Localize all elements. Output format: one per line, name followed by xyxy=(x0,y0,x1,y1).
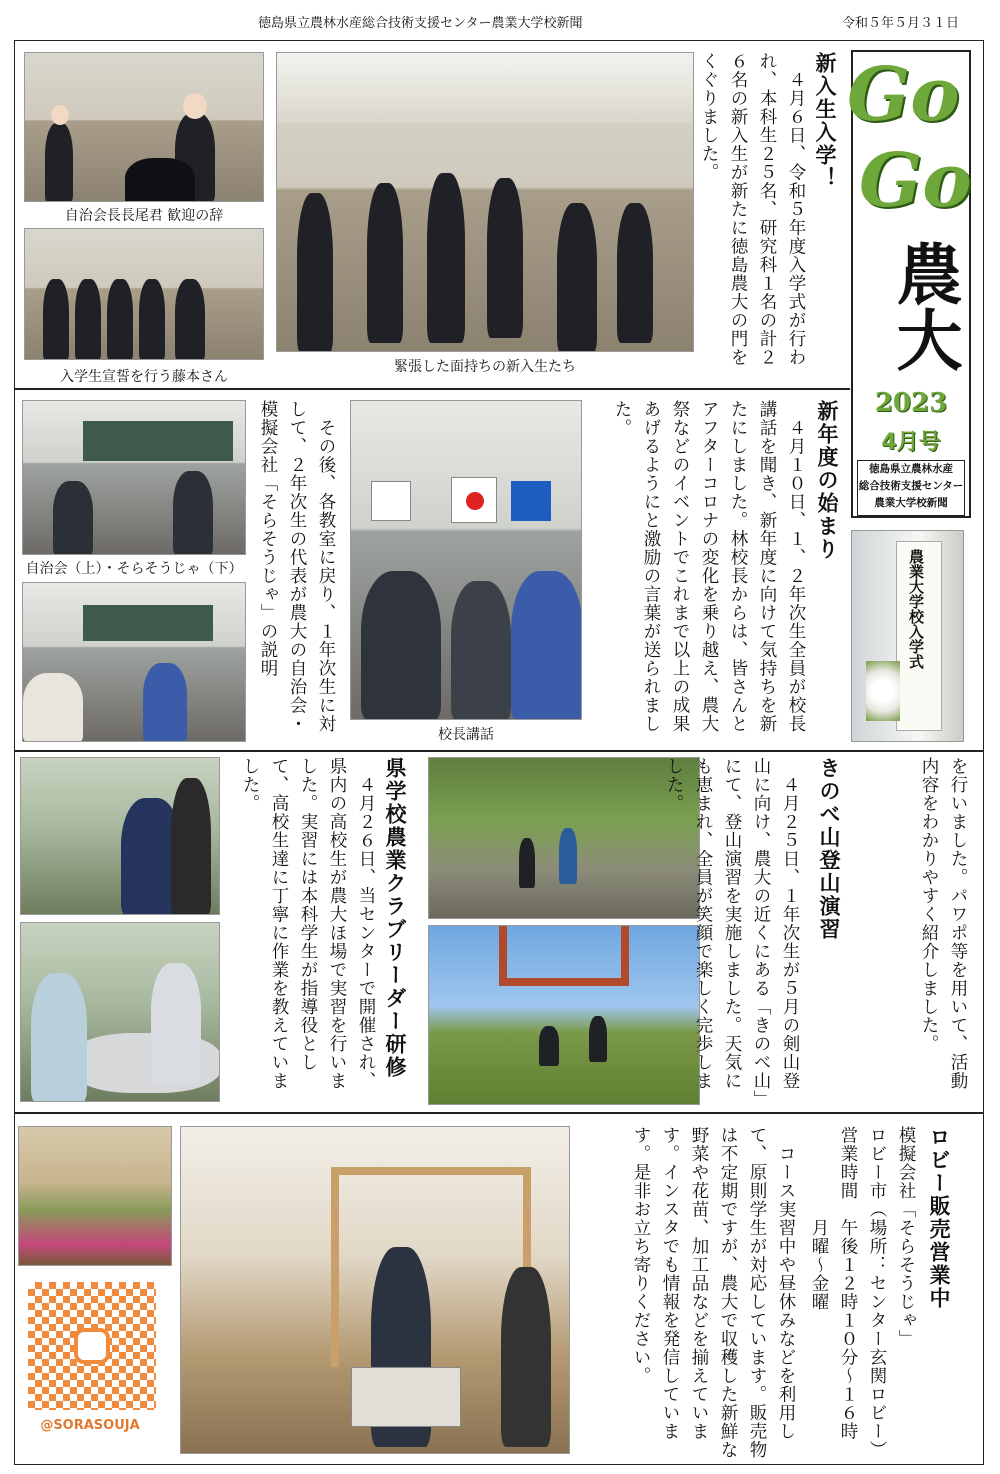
info-location: ロビー市（場所：センター玄関ロビー） xyxy=(867,1126,887,1459)
instagram-handle: @SORASOUJA xyxy=(40,1418,140,1433)
masthead xyxy=(847,50,972,518)
photo-greenhouse-2 xyxy=(20,922,220,1102)
publisher-line-3: 農業大学校新聞 xyxy=(874,497,948,509)
sec2-body: ４月１０日、１、２年次生全員が校長講話を聞き、新年度に向けて気持ちを新たにしました。林校長からは、皆さんとアフターコロナの変化を乗り越え、農大祭などのイベントでこれまで以上の成果あげるようにと激励の言葉が送られました。 xyxy=(612,400,806,733)
sign-text: 農業大学校入学式 xyxy=(907,549,925,669)
caption-council: 自治会（上）・そらそうじゃ（下） xyxy=(25,561,243,577)
photo-principal-talk xyxy=(350,400,582,720)
caption-new-students: 緊張した面持ちの新入生たち xyxy=(394,359,576,375)
newspaper-publisher: 徳島県立農林水産総合技術支援センター農業大学校新聞 xyxy=(258,16,583,31)
sec2-title: 新年度の始まり xyxy=(815,400,839,561)
instagram-qr-code[interactable] xyxy=(22,1276,162,1416)
publisher-line-2: 総合技術支援センター xyxy=(858,480,964,492)
logo-go-bottom: Go xyxy=(859,138,972,224)
divider-1 xyxy=(14,388,850,390)
masthead-month: 4月号 xyxy=(881,430,941,455)
masthead-year: 2023 xyxy=(874,388,948,418)
caption-principal: 校長講話 xyxy=(438,727,494,743)
sec2-body-cont: その後、各教室に戻り、１年次生に対して、２年次生の代表が農大の自治会・模擬会社「そらそうじゃ」の説明 xyxy=(258,400,336,733)
photo-student-council xyxy=(22,400,246,555)
caption-welcome: 自治会長長尾君 歓迎の辞 xyxy=(64,208,224,224)
photo-lobby-shop xyxy=(180,1126,570,1454)
sec2-body-end: を行いました。パワポ等を用いて、活動内容をわかりやすく紹介しました。 xyxy=(919,757,968,1090)
divider-2 xyxy=(14,750,984,752)
info-days: 月曜〜金曜 xyxy=(809,1126,829,1311)
sec4-info xyxy=(810,1126,920,1462)
info-hours: 営業時間 午後１２時１０分〜１６時 xyxy=(838,1126,858,1441)
caption-oath: 入学生宣誓を行う藤本さん xyxy=(60,369,228,385)
sec1-title: 新入生入学！ xyxy=(813,52,837,190)
instagram-icon xyxy=(74,1328,110,1364)
photo-oath xyxy=(24,228,264,360)
sec3-club-body: ４月２６日、当センターで開催され、県内の高校生が農大ほ場で実習を行いました。実習には本科学生が指導役として、高校生達に丁寧に作業を教えていました。 xyxy=(240,757,376,1090)
logo-go-top: Go xyxy=(847,52,960,138)
sec1-body: ４月６日、令和５年度入学式が行われ、本科生２５名、研究科１名の計２６名の新入生が新たに徳島農大の門をくぐりました。 xyxy=(699,52,806,367)
masthead-publisher xyxy=(857,460,965,516)
sec4-body: コース実習中や昼休みなどを利用して、原則学生が対応しています。販売物は不定期ですが、農大で収穫した新鮮な野菜や花苗、加工品などを揃えています。インスタでも情報を発信しています。是非お立ち寄りください。 xyxy=(631,1126,796,1459)
photo-entrance-sign xyxy=(851,530,964,742)
issue-date: 令和５年５月３１日 xyxy=(842,16,960,31)
photo-greenhouse-1 xyxy=(20,757,220,915)
sec3-hike-title: きのべ山登山演習 xyxy=(817,757,841,941)
photo-sorasouja-briefing xyxy=(22,582,246,742)
masthead-title: 農大 xyxy=(885,240,963,372)
photo-hiking-summit xyxy=(428,925,700,1105)
sec4-title: ロビー販売営業中 xyxy=(927,1126,951,1310)
publisher-line-1: 徳島県立農林水産 xyxy=(869,463,953,475)
sec3-club-title: 県学校農業クラブリーダー研修 xyxy=(383,757,407,1079)
divider-3 xyxy=(14,1112,984,1114)
info-company: 模擬会社「そらそうじゃ」 xyxy=(896,1126,916,1348)
photo-new-students xyxy=(276,52,694,352)
photo-flower-sale xyxy=(18,1126,172,1266)
sec3-hike-body: ４月２５日、１年次生が５月の剣山登山に向け、農大の近くにある「きのべ山」にて、登山演習を実施しました。天気にも恵まれ、全員が笑顔で楽しく完歩しました。 xyxy=(664,757,800,1100)
photo-welcome-speech xyxy=(24,52,264,202)
